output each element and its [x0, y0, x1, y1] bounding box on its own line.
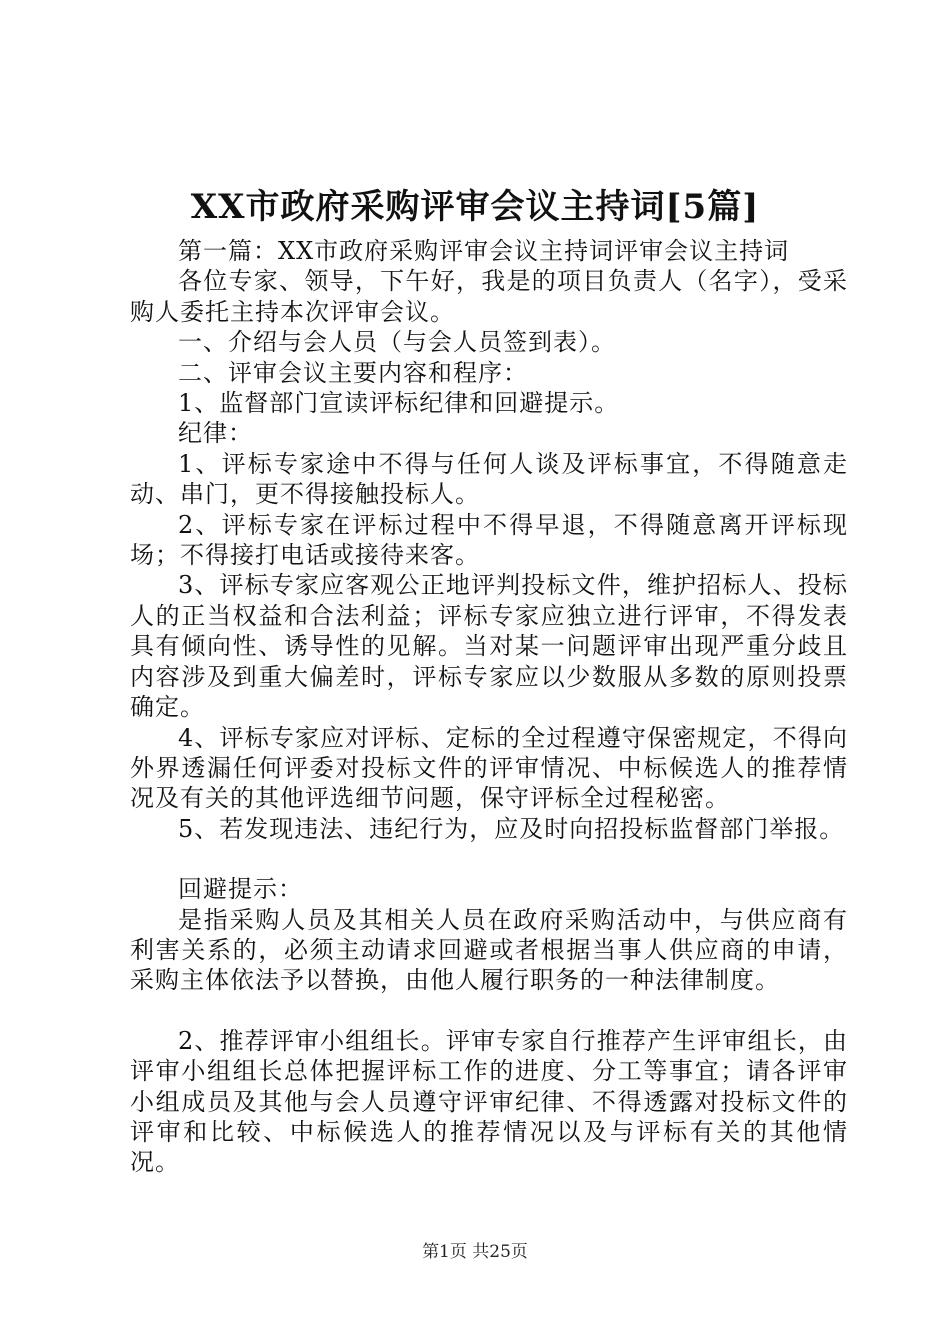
discipline-rule-3: 3、评标专家应客观公正地评判投标文件，维护招标人、投标人的正当权益和合法利益；评标专家应独立进行评审，不得发表具有倾向性、诱导性的见解。当对某一问题评审出现严重分歧且内容涉及到重大偏差时，评标专家应以少数服从多数的原则投票确定。: [130, 571, 848, 722]
discipline-rule-2: 2、评标专家在评标过程中不得早退，不得随意离开评标现场；不得接打电话或接待来客。: [130, 510, 848, 570]
recusal-definition: 是指采购人员及其相关人员在政府采购活动中，与供应商有利害关系的，必须主动请求回避或者根据当事人供应商的申请，采购主体依法予以替换，由他人履行职务的一种法律制度。: [130, 905, 848, 995]
discipline-rule-1: 1、评标专家途中不得与任何人谈及评标事宜，不得随意走动、串门，更不得接触投标人。: [130, 449, 848, 509]
page-number: 第1页 共25页: [422, 1242, 528, 1262]
agenda-item-1: 一、介绍与会人员（与会人员签到表）。: [178, 328, 616, 357]
greeting-paragraph: 各位专家、领导，下午好，我是的项目负责人（名字），受采购人委托主持本次评审会议。: [130, 267, 848, 326]
document-body: [130, 236, 848, 1178]
recusal-heading: 回避提示：: [178, 875, 303, 904]
procedure-step-2: 2、推荐评审小组组长。评审专家自行推荐产生评审组长，由评审小组组长总体把握评标工作的进度、分工等事宜；请各评审小组成员及其他与会人员遵守评审纪律、不得透露对投标文件的评审和比较、中标候选人的推荐情况以及与评标有关的其他情况。: [130, 1026, 848, 1177]
section-heading: 第一篇：XX市政府采购评审会议主持词评审会议主持词: [178, 237, 790, 265]
document-title: XX市政府采购评审会议主持词[5篇]: [190, 187, 760, 227]
agenda-item-2: 二、评审会议主要内容和程序：: [178, 358, 528, 387]
discipline-heading: 纪律：: [178, 419, 253, 448]
discipline-rule-5: 5、若发现违法、违纪行为，应及时向招投标监督部门举报。: [178, 814, 845, 843]
procedure-step-1: 1、监督部门宣读评标纪律和回避提示。: [178, 389, 620, 418]
discipline-rule-4: 4、评标专家应对评标、定标的全过程遵守保密规定，不得向外界透漏任何评委对投标文件的评审情况、中标候选人的推荐情况及有关的其他评选细节问题，保守评标全过程秘密。: [130, 723, 848, 813]
